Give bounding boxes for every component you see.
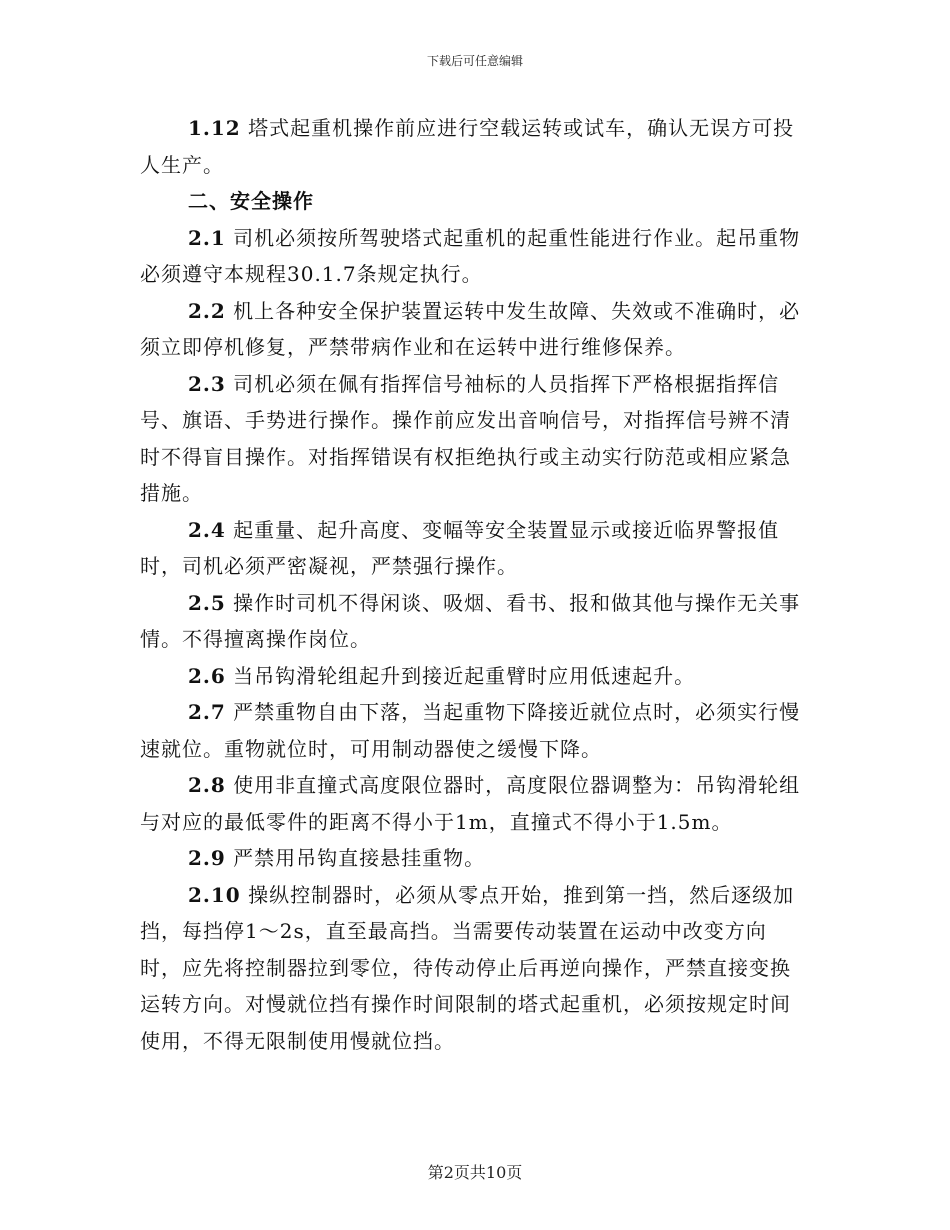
paragraph-2-10: [140, 877, 805, 1060]
paragraph-1-12: [140, 110, 805, 183]
clause-number: 2.6: [188, 663, 226, 688]
clause-text: 当吊钩滑轮组起升到接近起重臂时应用低速起升。: [225, 663, 696, 688]
clause-text: 塔式起重机操作前应进行空载运转或试车，确认无误方可投人生产。: [140, 116, 795, 177]
clause-text: 起重量、起升高度、变幅等安全装置显示或接近临界警报值时，司机必须严密凝视，严禁强行操作。: [140, 517, 780, 578]
clause-number: 2.5: [188, 590, 226, 615]
clause-text: 严禁用吊钩直接悬挂重物。: [225, 846, 486, 870]
clause-text: 使用非直撞式高度限位器时，高度限位器调整为：吊钩滑轮组与对应的最低零件的距离不得小于1m，直撞式不得小于1.5m。: [140, 773, 801, 834]
paragraph-2-1: [140, 220, 805, 293]
clause-text: 操作时司机不得闲谈、吸烟、看书、报和做其他与操作无关事情。不得擅离操作岗位。: [140, 590, 801, 651]
paragraph-2-3: [140, 366, 805, 512]
clause-number: 2.10: [188, 882, 241, 907]
page-header: 下载后可任意编辑: [426, 54, 523, 68]
section-title: 二、安全操作: [188, 189, 314, 213]
clause-text: 机上各种安全保护装置运转中发生故障、失效或不准确时，必须立即停机修复，严禁带病作业和在运转中进行维修保养。: [140, 298, 801, 359]
clause-number: 2.9: [188, 846, 226, 870]
paragraph-2-6: [140, 658, 805, 695]
clause-number: 2.2: [188, 298, 226, 323]
clause-text: 严禁重物自由下落，当起重物下降接近就位点时，必须实行慢速就位。重物就位时，可用制动器使之缓慢下降。: [140, 700, 801, 761]
clause-number: 2.4: [188, 517, 226, 542]
clause-number: 2.1: [188, 225, 226, 250]
clause-text: 司机必须在佩有指挥信号袖标的人员指挥下严格根据指挥信号、旗语、手势进行操作。操作前应发出音响信号，对指挥信号辨不清时不得盲目操作。对指挥错误有权拒绝执行或主动实行防范或相应紧急措施。: [140, 371, 791, 505]
clause-number: 1.12: [188, 116, 241, 140]
clause-number: 2.7: [188, 700, 226, 724]
paragraph-2-9: [140, 840, 805, 877]
paragraph-2-2: [140, 293, 805, 366]
paragraph-2-4: [140, 512, 805, 585]
section-heading: [140, 183, 805, 220]
paragraph-2-8: [140, 767, 805, 840]
clause-text: 司机必须按所驾驶塔式起重机的起重性能进行作业。起吊重物必须遵守本规程30.1.7条规定执行。: [140, 225, 801, 286]
paragraph-2-7: [140, 694, 805, 767]
page-footer: 第2页共10页: [427, 1163, 523, 1182]
clause-text: 操纵控制器时，必须从零点开始，推到第一挡，然后逐级加挡，每挡停1～2s，直至最高挡。当需要传动装置在运动中改变方向时，应先将控制器拉到零位，待传动停止后再逆向操作，严禁直接变换运转方向。对慢就位挡有操作时间限制的塔式起重机，必须按规定时间使用，不得无限制使用慢就位挡。: [140, 882, 795, 1053]
clause-number: 2.3: [188, 371, 226, 396]
clause-number: 2.8: [188, 773, 226, 797]
paragraph-2-5: [140, 585, 805, 658]
document-body: [140, 110, 805, 1059]
